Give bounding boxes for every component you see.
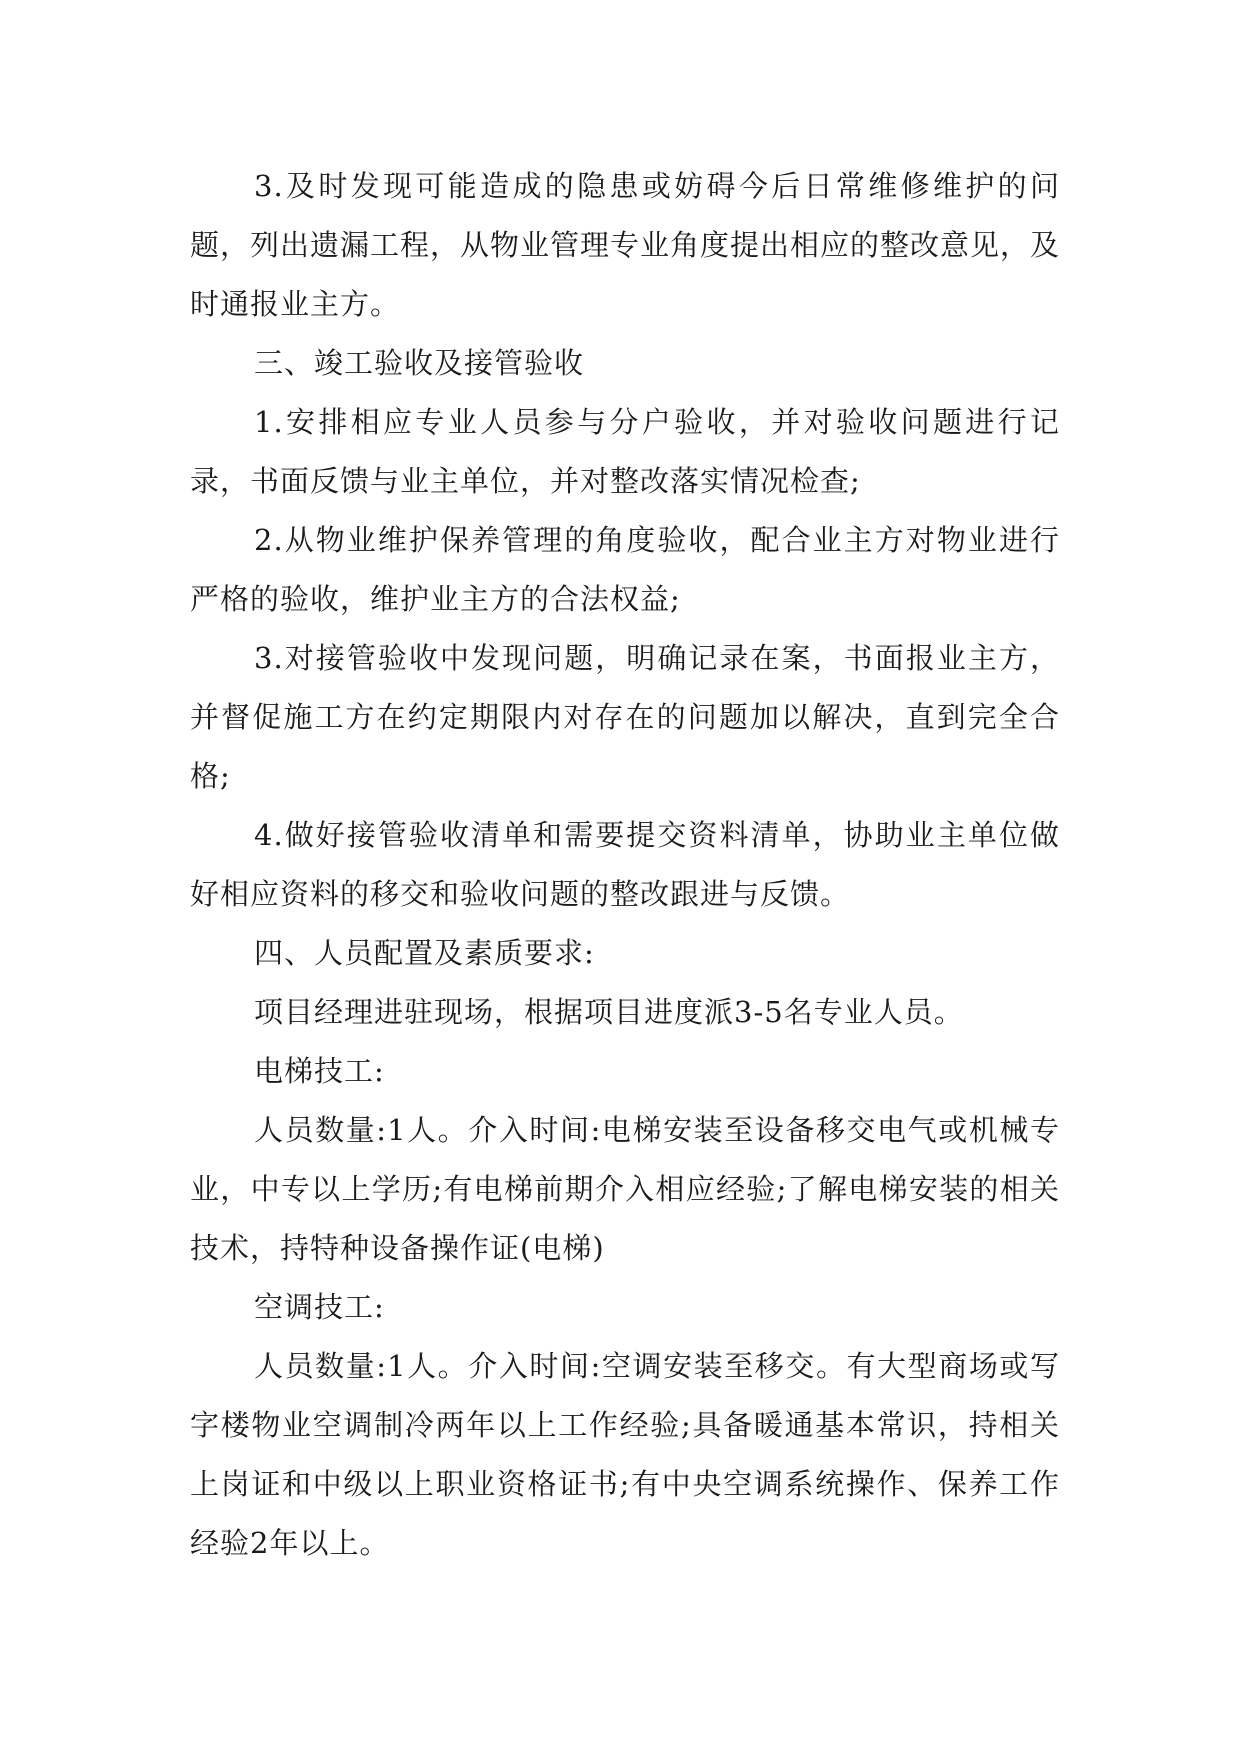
paragraph-takeover-checklist: 4.做好接管验收清单和需要提交资料清单，协助业主单位做好相应资料的移交和验收问题的整改跟进与反馈。 [190,818,1060,911]
paragraph-maintenance-acceptance: 2.从物业维护保养管理的角度验收，配合业主方对物业进行严格的验收，维护业主方的合法权益; [190,523,1060,616]
paragraph-discover-issues: 3.及时发现可能造成的隐患或妨碍今后日常维修维护的问题，列出遗漏工程，从物业管理专业角度提出相应的整改意见，及时通报业主方。 [190,169,1061,321]
section-heading-completion-acceptance: 三、竣工验收及接管验收 [254,346,585,380]
paragraph-household-acceptance: 1.安排相应专业人员参与分户验收，并对验收问题进行记录，书面反馈与业主单位，并对整改落实情况检查; [190,405,1060,498]
subheading-elevator-technician: 电梯技工: [254,1054,385,1088]
section-heading-staffing: 四、人员配置及素质要求: [254,936,595,970]
paragraph-elevator-requirements: 人员数量:1人。介入时间:电梯安装至设备移交电气或机械专业，中专以上学历;有电梯前期介入相应经验;了解电梯安装的相关技术，持特种设备操作证(电梯) [190,1113,1060,1265]
paragraph-project-manager: 项目经理进驻现场，根据项目进度派3-5名专业人员。 [254,995,964,1029]
subheading-hvac-technician: 空调技工: [254,1290,385,1324]
paragraph-takeover-issues: 3.对接管验收中发现问题，明确记录在案，书面报业主方，并督促施工方在约定期限内对存在的问题加以解决，直到完全合格; [190,641,1060,793]
paragraph-hvac-requirements: 人员数量:1人。介入时间:空调安装至移交。有大型商场或写字楼物业空调制冷两年以上工作经验;具备暖通基本常识，持相关上岗证和中级以上职业资格证书;有中央空调系统操作、保养工作经验2年以上。 [190,1349,1060,1560]
document-body [190,157,1060,1573]
